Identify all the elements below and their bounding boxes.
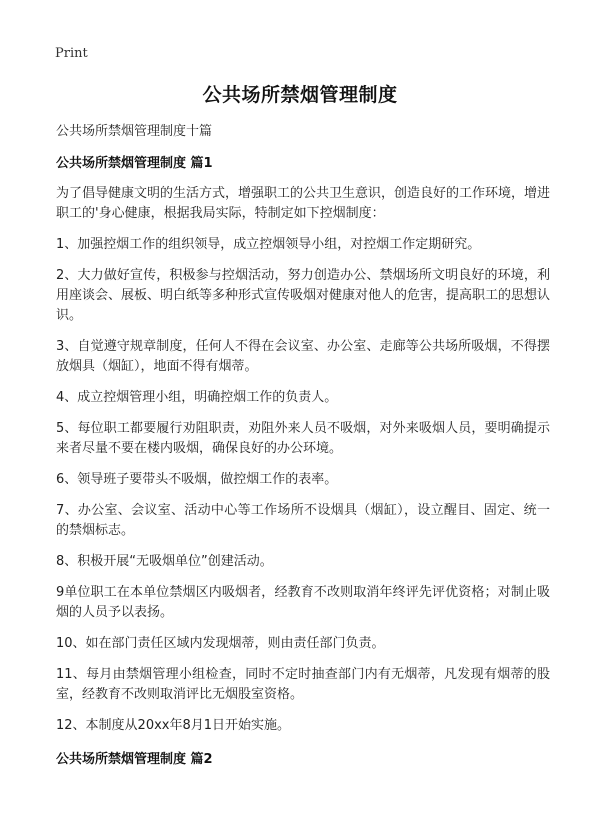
print-link[interactable]: Print <box>55 46 88 61</box>
paragraph-item-6: 6、领导班子要带头不吸烟，做控烟工作的表率。 <box>56 472 338 487</box>
paragraph-item-9: 9单位职工在本单位禁烟区内吸烟者，经教育不改则取消年终评先评优资格；对制止吸烟的人员予以表扬。 <box>56 585 550 620</box>
paragraph-item-2: 2、大力做好宣传，积极参与控烟活动，努力创造办公、禁烟场所文明良好的环境，利用座谈会、展板、明白纸等多种形式宣传吸烟对健康对他人的危害，提高职工的思想认识。 <box>56 268 551 323</box>
paragraph-item-12: 12、本制度从20xx年8月1日开始实施。 <box>56 718 291 733</box>
paragraph-item-11: 11、每月由禁烟管理小组检查，同时不定时抽查部门内有无烟蒂，凡发现有烟蒂的股室，经教育不改则取消评比无烟股室资格。 <box>56 667 550 702</box>
paragraph-item-7: 7、办公室、会议室、活动中心等工作场所不设烟具（烟缸），设立醒目、固定、统一的禁烟标志。 <box>56 503 550 538</box>
section-heading-1: 公共场所禁烟管理制度 篇1 <box>56 156 213 171</box>
page-title: 公共场所禁烟管理制度 <box>202 84 398 106</box>
document-subtitle: 公共场所禁烟管理制度十篇 <box>56 124 213 139</box>
document-body <box>56 122 550 780</box>
paragraph-item-10: 10、如在部门责任区域内发现烟蒂，则由责任部门负责。 <box>56 636 385 651</box>
paragraph-intro: 为了倡导健康文明的生活方式，增强职工的公共卫生意识，创造良好的工作环境，增进职工的'身心健康，根据我局实际，特制定如下控烟制度： <box>56 186 551 221</box>
paragraph-item-1: 1、加强控烟工作的组织领导，成立控烟领导小组，对控烟工作定期研究。 <box>56 237 481 252</box>
paragraph-item-8: 8、积极开展“无吸烟单位”创建活动。 <box>56 554 273 569</box>
paragraph-item-4: 4、成立控烟管理小组，明确控烟工作的负责人。 <box>56 390 338 405</box>
section-heading-2: 公共场所禁烟管理制度 篇2 <box>56 752 213 767</box>
paragraph-item-5: 5、每位职工都要履行劝阻职责，劝阻外来人员不吸烟，对外来吸烟人员，要明确提示来者尽量不要在楼内吸烟，确保良好的办公环境。 <box>56 421 550 456</box>
paragraph-item-3: 3、自觉遵守规章制度，任何人不得在会议室、办公室、走廊等公共场所吸烟，不得摆放烟具（烟缸），地面不得有烟蒂。 <box>56 339 550 374</box>
